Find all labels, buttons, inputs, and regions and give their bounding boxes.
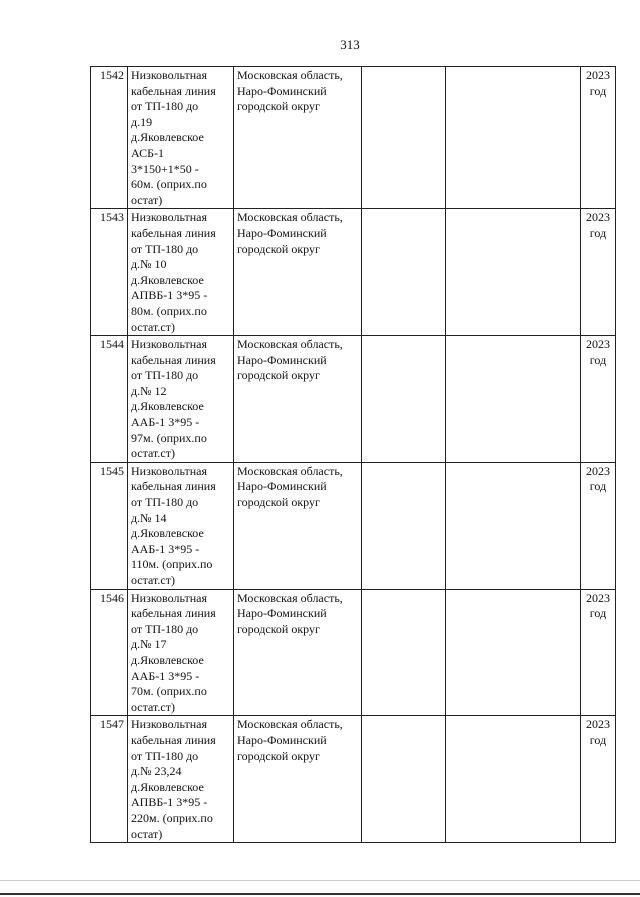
row-number-cell: 1545 bbox=[91, 462, 128, 589]
description-cell: Низковольтная кабельная линия от ТП-180 до д.№ 14 д.Яковлевское ААБ-1 3*95 - 110м. (оприх.по остат.ст) bbox=[128, 462, 234, 589]
empty-cell bbox=[362, 336, 446, 463]
empty-cell bbox=[446, 589, 581, 716]
location-cell: Московская область, Наро-Фоминский городской округ bbox=[234, 716, 362, 843]
table-row bbox=[91, 462, 616, 589]
row-number-cell: 1546 bbox=[91, 589, 128, 716]
year-cell: 2023 год bbox=[581, 336, 616, 463]
scan-edge-line bbox=[0, 880, 640, 881]
table-row bbox=[91, 336, 616, 463]
table-row bbox=[91, 589, 616, 716]
empty-cell bbox=[362, 716, 446, 843]
year-cell: 2023 год bbox=[581, 67, 616, 209]
row-number-cell: 1543 bbox=[91, 209, 128, 336]
empty-cell bbox=[362, 67, 446, 209]
location-cell: Московская область, Наро-Фоминский городской округ bbox=[234, 209, 362, 336]
description-cell: Низковольтная кабельная линия от ТП-180 до д.№ 23,24 д.Яковлевское АПВБ-1 3*95 - 220м. (оприх.по остат) bbox=[128, 716, 234, 843]
table-row bbox=[91, 209, 616, 336]
row-number-cell: 1544 bbox=[91, 336, 128, 463]
empty-cell bbox=[362, 589, 446, 716]
empty-cell bbox=[446, 462, 581, 589]
empty-cell bbox=[446, 336, 581, 463]
year-cell: 2023 год bbox=[581, 462, 616, 589]
empty-cell bbox=[446, 209, 581, 336]
empty-cell bbox=[446, 716, 581, 843]
registry-table bbox=[90, 66, 616, 843]
empty-cell bbox=[446, 67, 581, 209]
row-number-cell: 1542 bbox=[91, 67, 128, 209]
table-row bbox=[91, 67, 616, 209]
description-cell: Низковольтная кабельная линия от ТП-180 до д.№ 10 д.Яковлевское АПВБ-1 3*95 - 80м. (оприх.по остат.ст) bbox=[128, 209, 234, 336]
year-cell: 2023 год bbox=[581, 589, 616, 716]
description-cell: Низковольтная кабельная линия от ТП-180 до д.№ 12 д.Яковлевское ААБ-1 3*95 - 97м. (оприх.по остат.ст) bbox=[128, 336, 234, 463]
empty-cell bbox=[362, 462, 446, 589]
page-number: 313 bbox=[340, 37, 360, 52]
location-cell: Московская область, Наро-Фоминский городской округ bbox=[234, 589, 362, 716]
registry-table-body bbox=[91, 67, 616, 843]
location-cell: Московская область, Наро-Фоминский городской округ bbox=[234, 462, 362, 589]
scan-bottom-border bbox=[0, 893, 640, 895]
year-cell: 2023 год bbox=[581, 716, 616, 843]
location-cell: Московская область, Наро-Фоминский городской округ bbox=[234, 67, 362, 209]
row-number-cell: 1547 bbox=[91, 716, 128, 843]
year-cell: 2023 год bbox=[581, 209, 616, 336]
table-row bbox=[91, 716, 616, 843]
empty-cell bbox=[362, 209, 446, 336]
location-cell: Московская область, Наро-Фоминский городской округ bbox=[234, 336, 362, 463]
description-cell: Низковольтная кабельная линия от ТП-180 до д.№ 17 д.Яковлевское ААБ-1 3*95 - 70м. (оприх.по остат.ст) bbox=[128, 589, 234, 716]
description-cell: Низковольтная кабельная линия от ТП-180 до д.19 д.Яковлевское АСБ-1 3*150+1*50 - 60м. (оприх.по остат) bbox=[128, 67, 234, 209]
